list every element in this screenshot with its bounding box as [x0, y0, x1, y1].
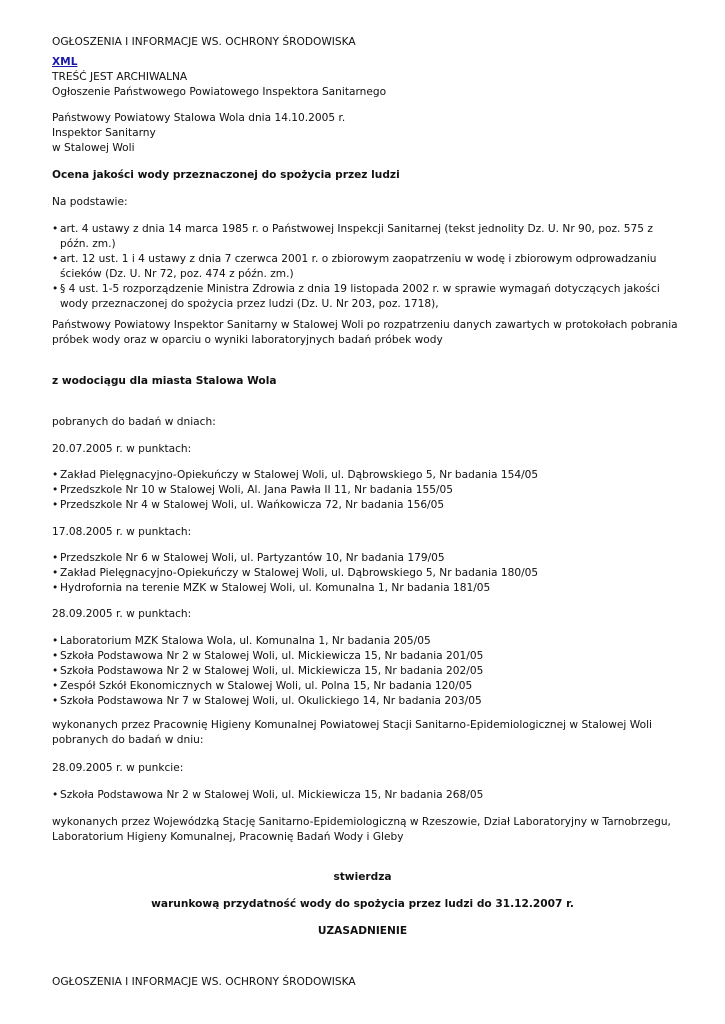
list-item: • § 4 ust. 1-5 rozporządzenie Ministra Zdrowia z dnia 19 listopada 2002 r. w sprawie wymagań dotyczących jakości wody przeznaczonej do spożycia przez ludzi (Dz. U. Nr 203, poz. 1718), — [52, 282, 681, 312]
list-item: • Przedszkole Nr 10 w Stalowej Woli, Al. Jana Pawła II 11, Nr badania 155/05 — [52, 483, 681, 498]
list-item: • Szkoła Podstawowa Nr 7 w Stalowej Woli, ul. Okulickiego 14, Nr badania 203/05 — [52, 694, 681, 709]
waterworks-heading: z wodociągu dla miasta Stalowa Wola — [52, 375, 277, 387]
sampling-intro: pobranych do badań w dniach: — [52, 416, 216, 428]
date-label-4: 28.09.2005 r. w punkcie: — [52, 762, 184, 774]
list-item: • Szkoła Podstawowa Nr 2 w Stalowej Woli, ul. Mickiewicza 15, Nr badania 202/05 — [52, 664, 681, 679]
list-item: • Hydrofornia na terenie MZK w Stalowej Woli, ul. Komunalna 1, Nr badania 181/05 — [52, 581, 681, 596]
basis-list — [52, 222, 681, 312]
list-item: • Zakład Pielęgnacyjno-Opiekuńczy w Stalowej Woli, ul. Dąbrowskiego 5, Nr badania 154/05 — [52, 468, 681, 483]
list-item: • Szkoła Podstawowa Nr 2 w Stalowej Woli, ul. Mickiewicza 15, Nr badania 268/05 — [52, 788, 681, 803]
list-item: • Zespół Szkół Ekonomicznych w Stalowej Woli, ul. Polna 15, Nr badania 120/05 — [52, 679, 681, 694]
list-item: • Zakład Pielęgnacyjno-Opiekuńczy w Stalowej Woli, ul. Dąbrowskiego 5, Nr badania 180/05 — [52, 566, 681, 581]
xml-link[interactable]: XML — [52, 56, 78, 68]
section-title: OGŁOSZENIA I INFORMACJE WS. OCHRONY ŚRODOWISKA — [52, 36, 356, 48]
sampling-list-4 — [52, 788, 681, 803]
list-item: • Przedszkole Nr 4 w Stalowej Woli, ul. Wańkowicza 72, Nr badania 156/05 — [52, 498, 681, 513]
date-label-1: 20.07.2005 r. w punktach: — [52, 443, 192, 455]
list-item: • Szkoła Podstawowa Nr 2 w Stalowej Woli, ul. Mickiewicza 15, Nr badania 201/05 — [52, 649, 681, 664]
sampling-list-1 — [52, 468, 681, 513]
list-item: • Przedszkole Nr 6 w Stalowej Woli, ul. Partyzantów 10, Nr badania 179/05 — [52, 551, 681, 566]
performed-by-1: wykonanych przez Pracownię Higieny Komunalnej Powiatowej Stacji Sanitarno-Epidemiologicznej w Stalowej Woli pobranych do badań w dniu: — [52, 719, 652, 746]
archive-note: TREŚĆ JEST ARCHIWALNA — [52, 71, 188, 83]
sender-line-2: Inspektor Sanitarny — [52, 127, 156, 139]
list-item: • art. 4 ustawy z dnia 14 marca 1985 r. o Państwowej Inspekcji Sanitarnej (tekst jednolity Dz. U. Nr 90, poz. 575 z późn. zm.) — [52, 222, 681, 252]
date-label-3: 28.09.2005 r. w punktach: — [52, 608, 192, 620]
list-item: • Laboratorium MZK Stalowa Wola, ul. Komunalna 1, Nr badania 205/05 — [52, 634, 681, 649]
sampling-list-2 — [52, 551, 681, 596]
verdict-states: stwierdza — [333, 871, 392, 883]
document-title: Ocena jakości wody przeznaczonej do spożycia przez ludzi — [52, 169, 400, 181]
notice-type: Ogłoszenie Państwowego Powiatowego Inspektora Sanitarnego — [52, 86, 387, 98]
basis-intro: Na podstawie: — [52, 196, 128, 208]
verdict-conclusion: warunkową przydatność wody do spożycia przez ludzi do 31.12.2007 r. — [151, 898, 574, 910]
list-item: • art. 12 ust. 1 i 4 ustawy z dnia 7 czerwca 2001 r. o zbiorowym zaopatrzeniu w wodę i zbiorowym odprowadzaniu ścieków (Dz. U. Nr 72, poz. 474 z późn. zm.) — [52, 252, 681, 282]
performed-by-2: wykonanych przez Wojewódzką Stację Sanitarno-Epidemiologiczną w Rzeszowie, Dział Laboratoryjny w Tarnobrzegu, Laboratorium Higieny Komunalnej, Pracownię Badań Wody i Gleby — [52, 816, 671, 843]
sender-line-3: w Stalowej Woli — [52, 142, 135, 154]
inspector-statement: Państwowy Powiatowy Inspektor Sanitarny w Stalowej Woli po rozpatrzeniu danych zawartych w protokołach pobrania próbek wody oraz w oparciu o wyniki laboratoryjnych badań próbek wody — [52, 319, 678, 346]
date-label-2: 17.08.2005 r. w punktach: — [52, 526, 192, 538]
sampling-list-3 — [52, 634, 681, 709]
sender-line-1: Państwowy Powiatowy Stalowa Wola dnia 14.10.2005 r. — [52, 112, 346, 124]
justification-heading: UZASADNIENIE — [317, 925, 408, 937]
footer-section-title: OGŁOSZENIA I INFORMACJE WS. OCHRONY ŚRODOWISKA — [52, 976, 356, 988]
